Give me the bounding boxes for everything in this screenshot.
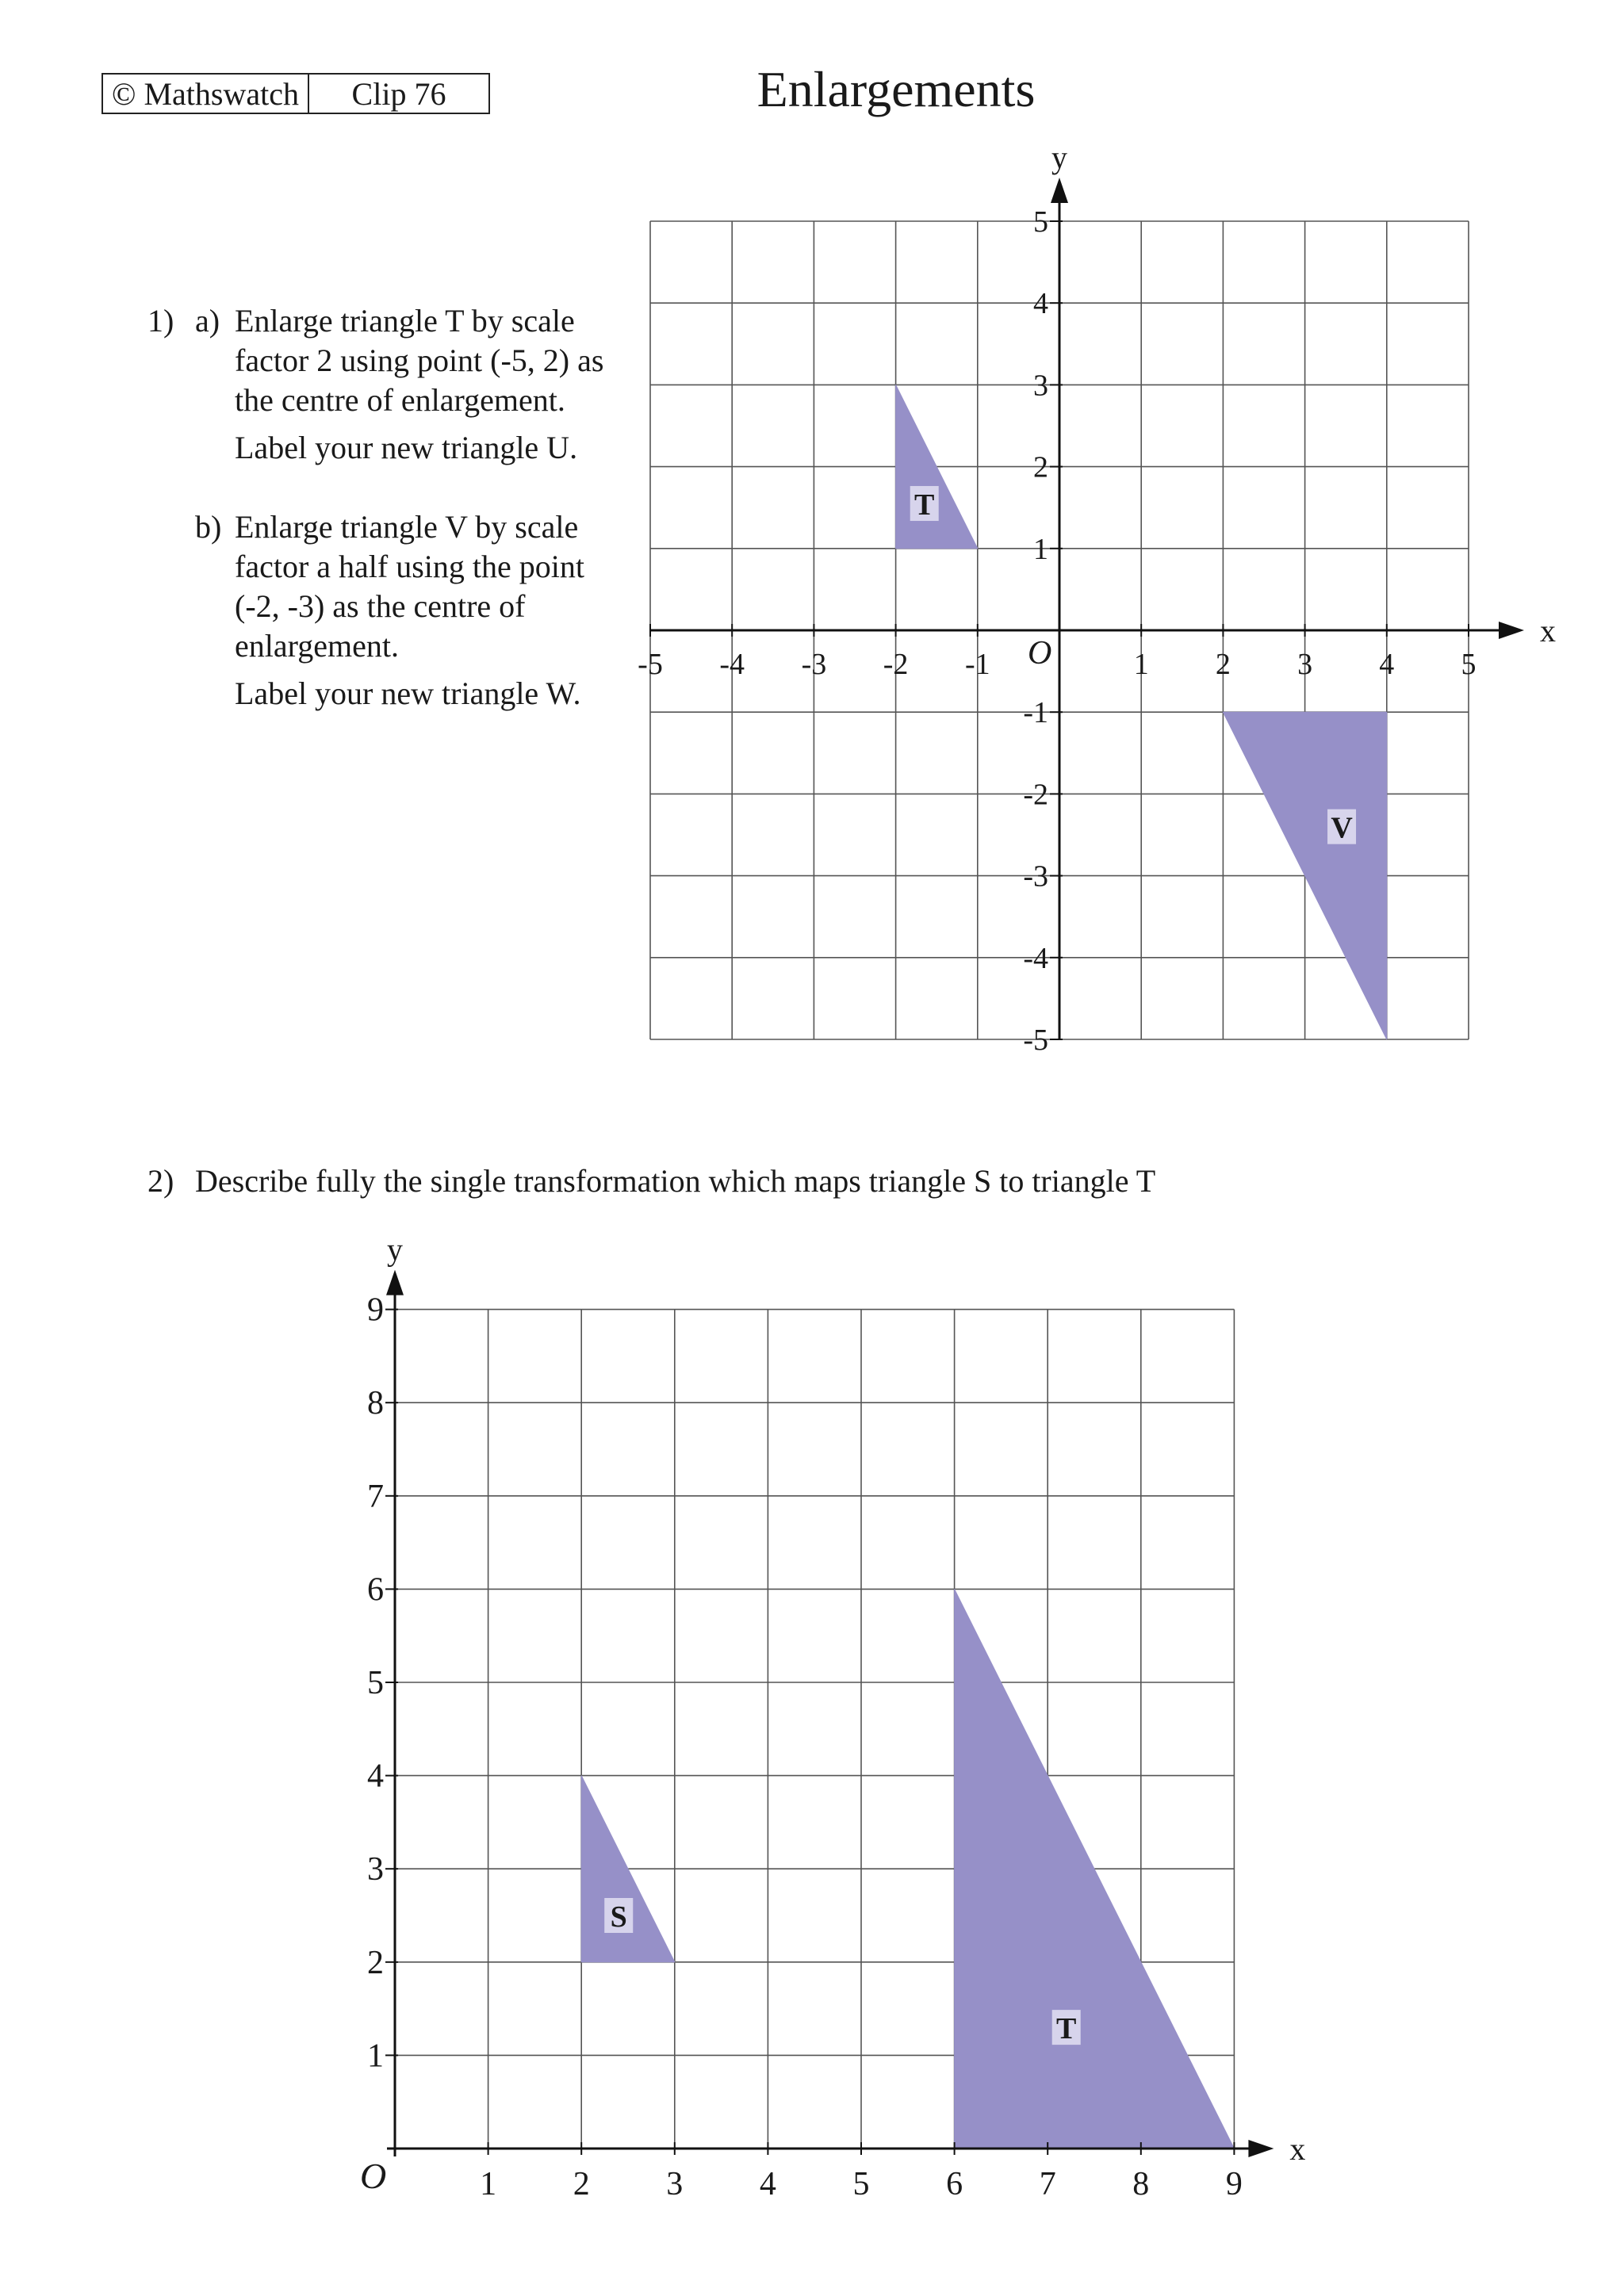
y-tick-label: 2 bbox=[1033, 450, 1048, 484]
x-tick-label: -2 bbox=[883, 648, 909, 681]
y-tick-label: 6 bbox=[367, 1571, 384, 1609]
y-tick-label: 4 bbox=[367, 1758, 384, 1795]
y-tick-label: -4 bbox=[1023, 941, 1048, 975]
question-1a-instruction: Label your new triangle U. bbox=[235, 430, 578, 465]
copyright-label: © Mathswatch bbox=[103, 75, 309, 113]
triangle-label: T bbox=[914, 488, 935, 522]
y-tick-label: 1 bbox=[367, 2038, 384, 2075]
question-1a-label: a) bbox=[195, 303, 220, 339]
x-tick-label: 2 bbox=[573, 2166, 590, 2202]
x-tick-label: 1 bbox=[480, 2166, 497, 2202]
x-tick-label: -5 bbox=[638, 648, 663, 681]
y-axis-label: y bbox=[387, 1231, 403, 1268]
y-tick-label: 3 bbox=[367, 1851, 384, 1888]
x-tick-label: 3 bbox=[666, 2166, 684, 2202]
y-tick-label: 4 bbox=[1033, 287, 1048, 321]
y-tick-label: 1 bbox=[1033, 532, 1048, 566]
page-title: Enlargements bbox=[756, 61, 1036, 117]
x-tick-label: 6 bbox=[946, 2166, 963, 2202]
x-tick-label: 3 bbox=[1297, 648, 1313, 681]
question-1b-line-2: factor a half using the point bbox=[235, 549, 584, 584]
question-2-number: 2) bbox=[147, 1163, 174, 1199]
triangle-label: S bbox=[610, 1900, 627, 1934]
x-tick-label: 4 bbox=[759, 2166, 776, 2202]
question-1-number: 1) bbox=[147, 303, 174, 339]
x-axis-arrow-icon bbox=[1248, 2140, 1274, 2157]
y-tick-label: -1 bbox=[1023, 696, 1048, 730]
x-tick-label: -1 bbox=[964, 648, 990, 681]
x-axis-arrow-icon bbox=[1499, 622, 1524, 639]
x-tick-label: 8 bbox=[1132, 2166, 1150, 2202]
y-tick-label: -5 bbox=[1023, 1024, 1048, 1057]
y-axis-arrow-icon bbox=[386, 1270, 404, 1295]
x-tick-label: 1 bbox=[1133, 648, 1149, 681]
y-tick-label: 5 bbox=[1033, 205, 1048, 239]
question-1b-line-4: enlargement. bbox=[235, 628, 399, 664]
triangle-label: V bbox=[1331, 811, 1353, 845]
question-1b-line-1: Enlarge triangle V by scale bbox=[235, 509, 579, 545]
y-tick-label: 8 bbox=[367, 1385, 384, 1422]
y-tick-label: -3 bbox=[1023, 859, 1048, 894]
triangle-label: T bbox=[1056, 2012, 1077, 2046]
y-tick-label: -2 bbox=[1023, 778, 1048, 812]
question-1b-instruction: Label your new triangle W. bbox=[235, 675, 581, 711]
y-axis-label: y bbox=[1051, 140, 1067, 175]
question-1a-line-2: factor 2 using point (-5, 2) as bbox=[235, 342, 604, 378]
question-1b-label: b) bbox=[195, 509, 222, 545]
y-tick-label: 5 bbox=[367, 1665, 384, 1701]
x-axis-label: x bbox=[1289, 2131, 1306, 2167]
x-tick-label: 5 bbox=[852, 2166, 870, 2202]
graph-2 bbox=[360, 1232, 1305, 2202]
x-tick-label: -3 bbox=[801, 648, 827, 681]
question-2-text: Describe fully the single transformation which maps triangle S to triangle T bbox=[195, 1163, 1156, 1199]
question-1a-line-3: the centre of enlargement. bbox=[235, 382, 565, 418]
x-tick-label: -4 bbox=[719, 648, 745, 681]
y-tick-label: 9 bbox=[367, 1292, 384, 1329]
x-tick-label: 5 bbox=[1461, 648, 1477, 681]
x-tick-label: 4 bbox=[1379, 648, 1395, 681]
graph-1 bbox=[638, 140, 1556, 1057]
question-1b-line-3: (-2, -3) as the centre of bbox=[235, 588, 526, 624]
y-axis-arrow-icon bbox=[1051, 178, 1068, 203]
x-tick-label: 7 bbox=[1039, 2166, 1056, 2202]
x-tick-label: 9 bbox=[1225, 2166, 1243, 2202]
origin-label: O bbox=[1028, 635, 1052, 672]
origin-label: O bbox=[360, 2156, 387, 2196]
y-tick-label: 2 bbox=[367, 1944, 384, 1981]
y-tick-label: 3 bbox=[1033, 369, 1048, 403]
x-axis-label: x bbox=[1540, 613, 1556, 649]
y-tick-label: 7 bbox=[367, 1478, 384, 1515]
question-1a-line-1: Enlarge triangle T by scale bbox=[235, 303, 575, 339]
clip-label: Clip 76 bbox=[351, 75, 446, 112]
x-tick-label: 2 bbox=[1215, 648, 1231, 681]
